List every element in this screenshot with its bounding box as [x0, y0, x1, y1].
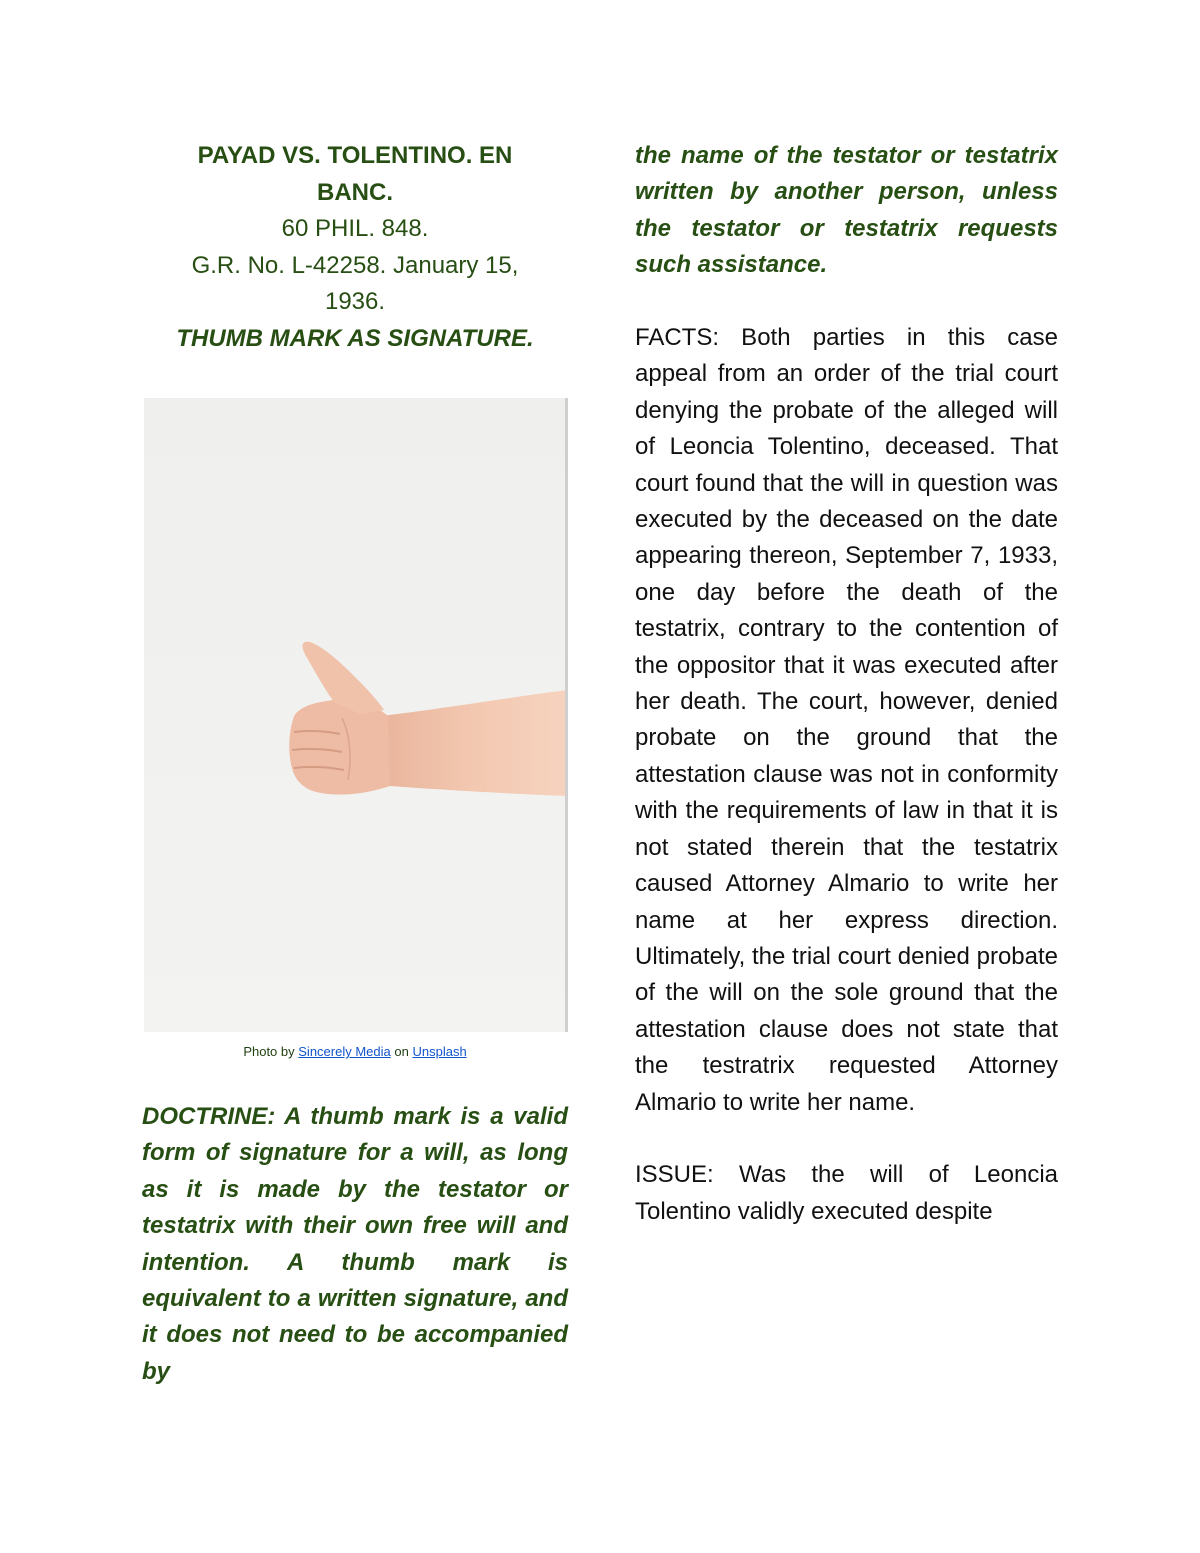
case-topic: THUMB MARK AS SIGNATURE.: [176, 324, 534, 352]
facts-paragraph: FACTS: Both parties in this case appeal from an order of the trial court denying the probate of the alleged will of Leoncia Tolentino, deceased. That court found that the will in question was executed by the deceased on the date appearing thereon, September 7, 1933, one day before the death of the testatrix, contrary to the contention of the oppositor that it was executed after her death. The court, however, denied probate on the ground that the attestation clause was not in conformity with the requirements of law in that it is not stated therein that the testatrix caused Attorney Almario to write her name at her express direction. Ultimately, the trial court denied probate of the will on the sole ground that the attestation clause does not state that the testratrix requested Attorney Almario to write her name.: [635, 324, 1058, 1116]
caption-middle: on: [394, 1044, 409, 1059]
photographer-link[interactable]: Sincerely Media: [298, 1044, 391, 1059]
gr-number-line2: 1936.: [324, 288, 386, 315]
gr-number-line1: G.R. No. L-42258. January 15,: [191, 251, 519, 279]
caption-prefix: Photo by: [243, 1044, 295, 1059]
unsplash-link[interactable]: Unsplash: [412, 1044, 467, 1059]
doctrine-text: DOCTRINE: A thumb mark is a valid form of signature for a will, as long as it is made by the testator or testatrix with their own free will and intention. A thumb mark is equivalent to a written signature, and it does not need to be accompanied by: [142, 1103, 568, 1385]
left-column: [142, 138, 568, 1390]
thumbs-up-hand-illustration: [144, 398, 568, 1032]
photo-caption: [142, 1043, 568, 1061]
case-title-line1: PAYAD VS. TOLENTINO. EN: [197, 142, 513, 169]
case-header: [142, 138, 568, 357]
thumbs-up-photo: [144, 398, 568, 1032]
issue-paragraph: ISSUE: Was the will of Leoncia Tolentino validly executed despite: [635, 1161, 1058, 1225]
right-column: [635, 138, 1058, 1230]
doctrine-continued: the name of the testator or testatrix written by another person, unless the testator or testatrix requests such assistance.: [635, 142, 1058, 279]
citation: 60 PHIL. 848.: [281, 215, 429, 242]
case-title-line2: BANC.: [317, 178, 393, 206]
